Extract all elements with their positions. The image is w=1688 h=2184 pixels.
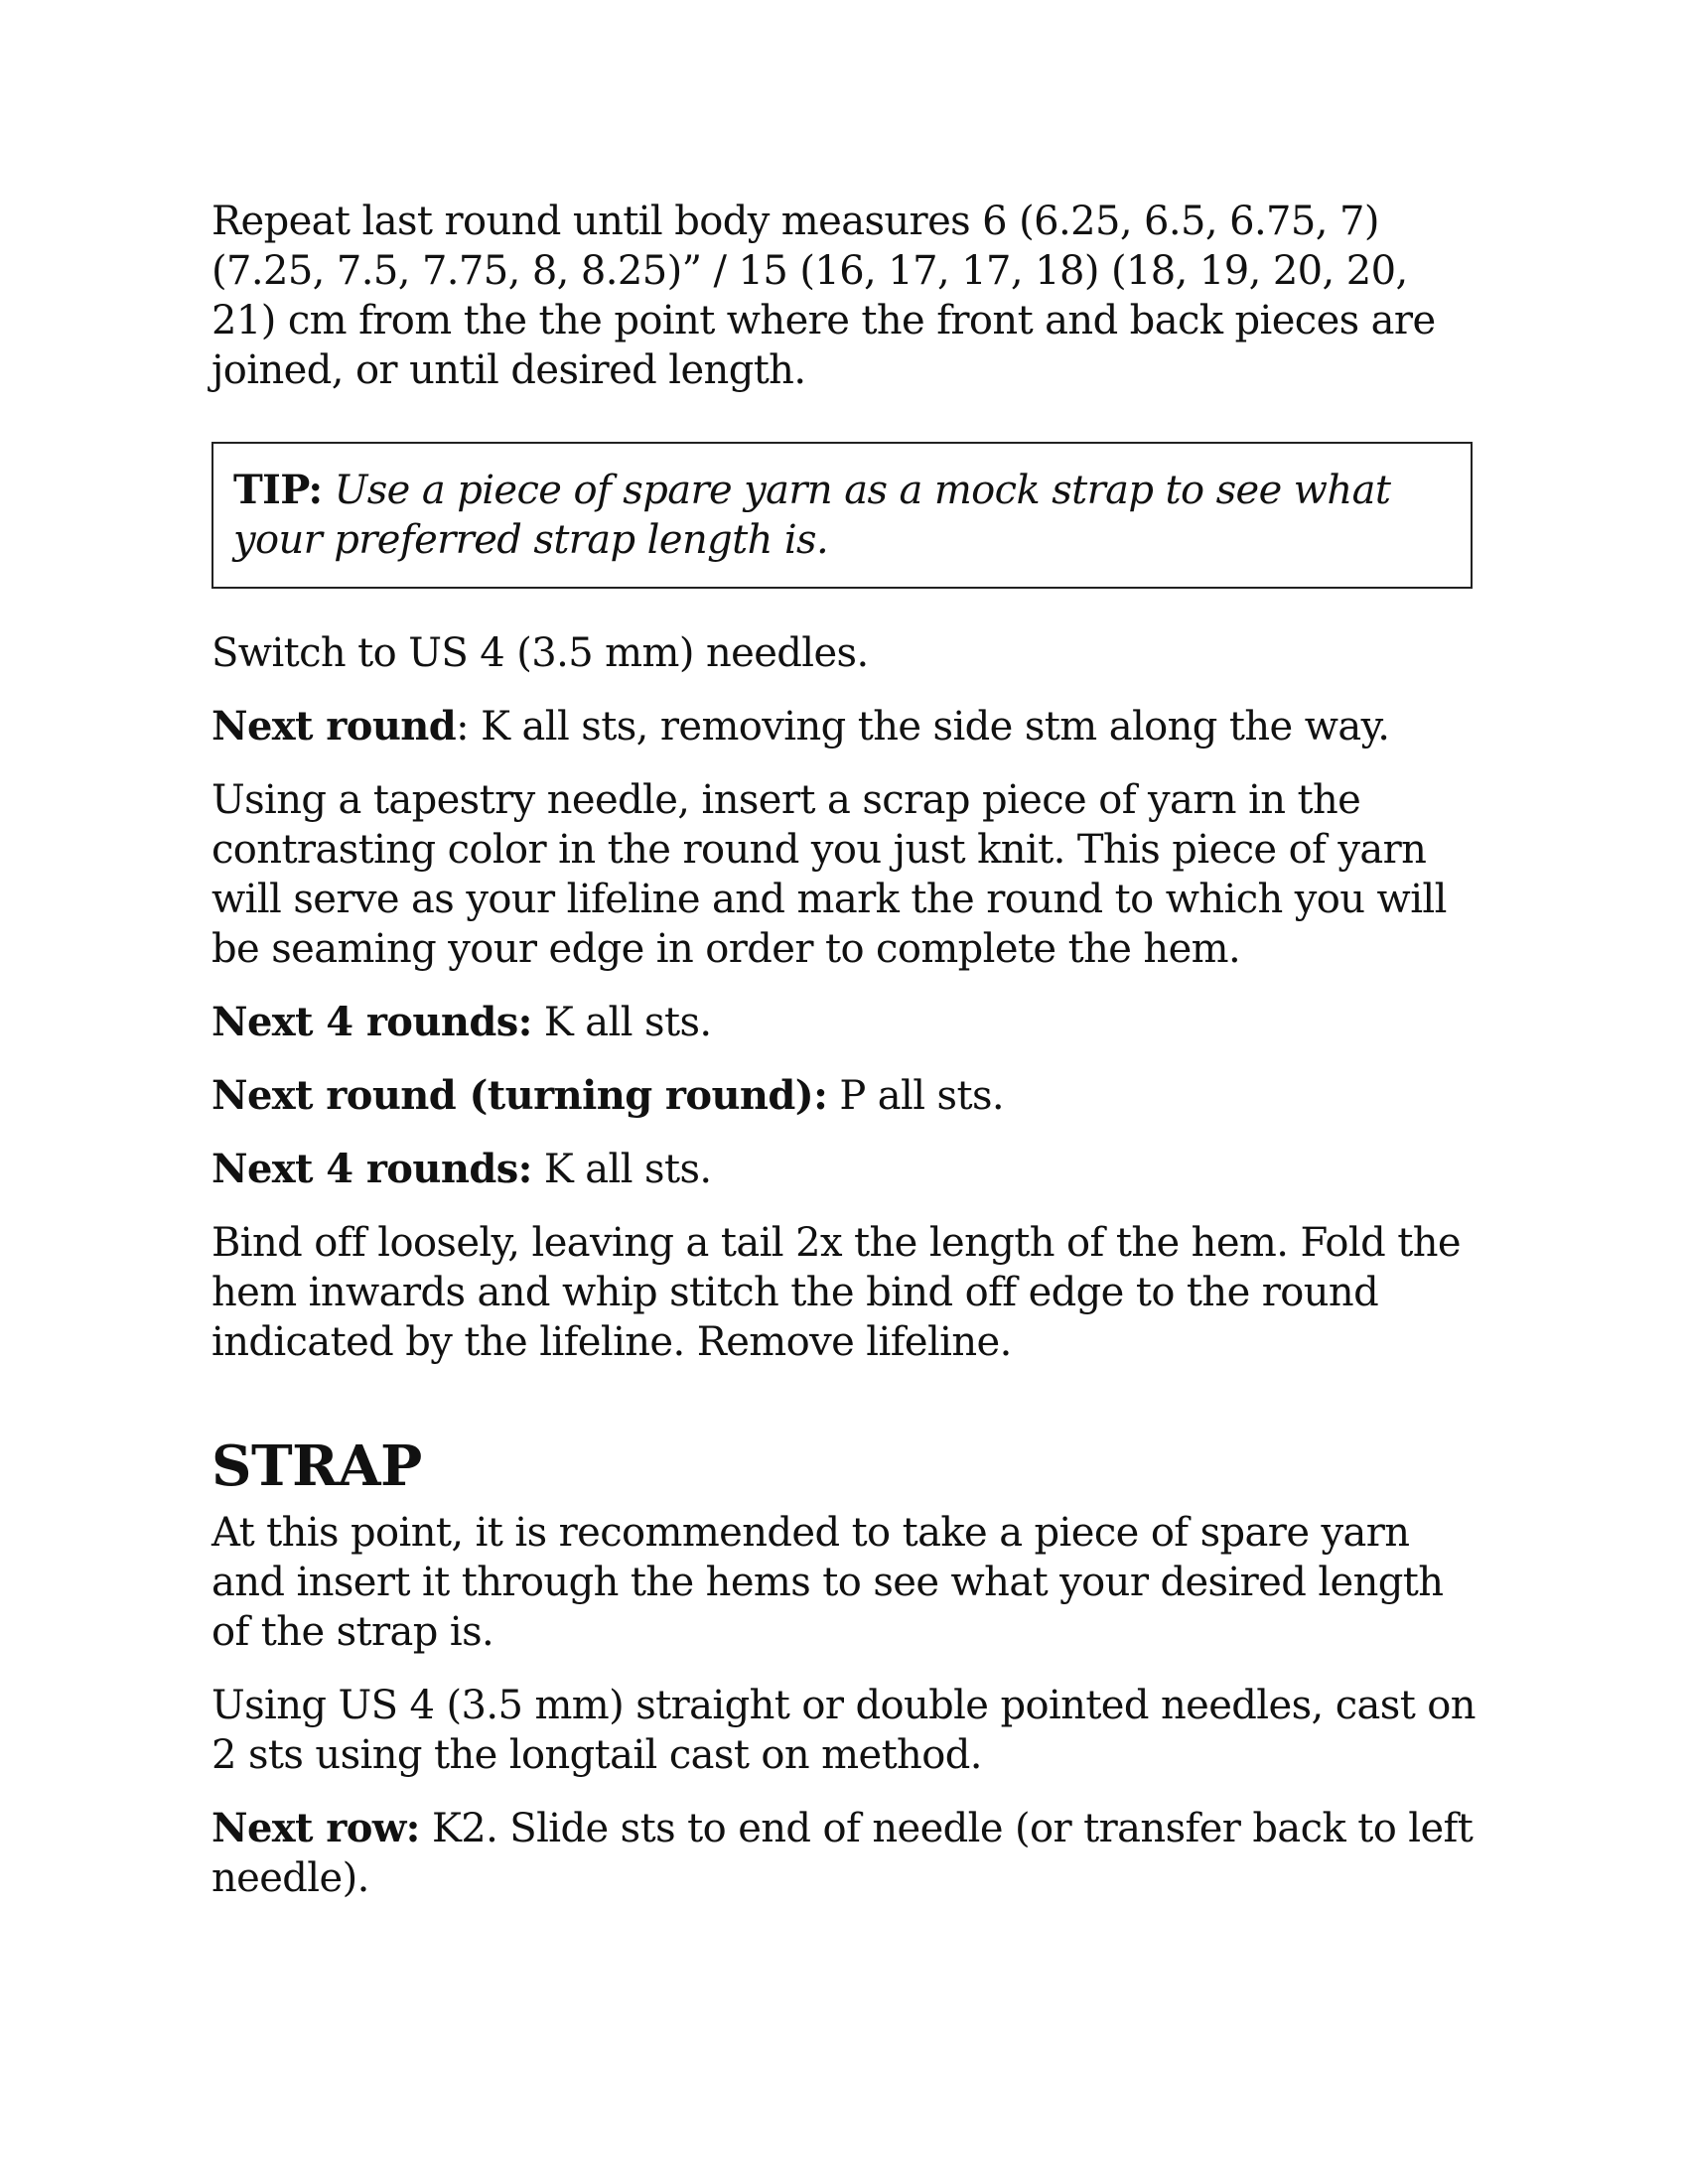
next-4-rounds-label-1: Next 4 rounds:: [211, 999, 532, 1045]
next-4-rounds-instruction-2: [211, 1145, 1482, 1194]
strap-cast-on-paragraph: Using US 4 (3.5 mm) straight or double pointed needles, cast on 2 sts using the longtail cast on method.: [211, 1683, 1476, 1778]
next-round-text: : K all sts, removing the side stm along the way.: [456, 704, 1390, 750]
repeat-round-paragraph: Repeat last round until body measures 6 (6.25, 6.5, 6.75, 7) (7.25, 7.5, 7.75, 8, 8.25)” / 15 (16, 17, 17, 18) (18, 19, 20, 20, 21) cm from the the point where the front and back pieces are joined, or until desired length.: [211, 199, 1436, 393]
next-round-label: Next round: [211, 703, 457, 750]
next-4-rounds-text-1: K all sts.: [531, 1000, 712, 1045]
next-row-text: K2. Slide sts to end of needle (or transfer back to left needle).: [211, 1806, 1474, 1901]
lifeline-paragraph: Using a tapestry needle, insert a scrap piece of yarn in the contrasting color in the round you just knit. This piece of yarn will serve as your lifeline and mark the round to which you will be seaming your edge in order to complete the hem.: [211, 777, 1447, 972]
next-row-instruction: [211, 1804, 1482, 1903]
switch-needles-paragraph: Switch to US 4 (3.5 mm) needles.: [211, 630, 869, 676]
strap-heading: STRAP: [211, 1433, 422, 1499]
tip-label: TIP:: [233, 467, 323, 513]
strap-recommend-paragraph: At this point, it is recommended to take a piece of spare yarn and insert it through the hems to see what your desired length of the strap is.: [211, 1510, 1444, 1655]
turning-round-instruction: [211, 1071, 1482, 1121]
turning-round-text: P all sts.: [827, 1073, 1005, 1119]
tip-box: [211, 442, 1473, 589]
pattern-page: [211, 197, 1482, 1903]
bind-off-paragraph: Bind off loosely, leaving a tail 2x the length of the hem. Fold the hem inwards and whip stitch the bind off edge to the round indicated by the lifeline. Remove lifeline.: [211, 1220, 1461, 1365]
turning-round-label: Next round (turning round):: [211, 1072, 828, 1119]
next-4-rounds-label-2: Next 4 rounds:: [211, 1146, 532, 1192]
next-round-instruction: [211, 702, 1482, 751]
next-4-rounds-text-2: K all sts.: [531, 1147, 712, 1192]
next-row-label: Next row:: [211, 1805, 420, 1851]
tip-paragraph: [233, 466, 1451, 565]
next-4-rounds-instruction-1: [211, 998, 1482, 1047]
tip-text: Use a piece of spare yarn as a mock strap to see what your preferred strap length is.: [233, 468, 1391, 563]
